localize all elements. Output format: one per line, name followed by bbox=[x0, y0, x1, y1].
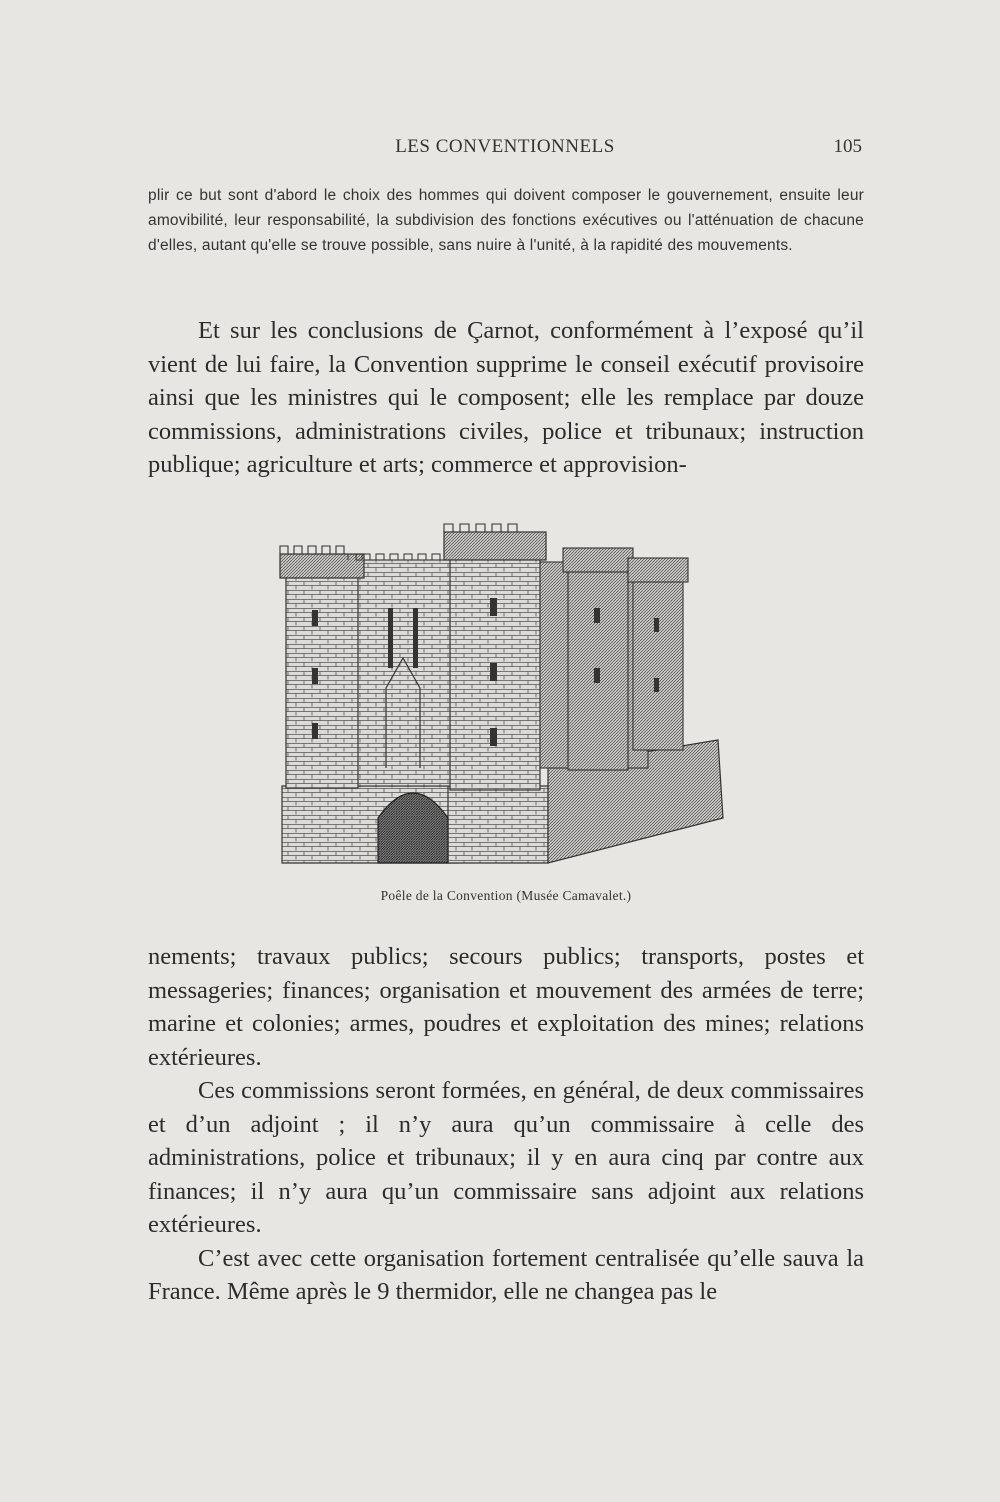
body-text-bottom bbox=[148, 940, 864, 1309]
tower-back-1 bbox=[563, 548, 633, 770]
paragraph: nements; travaux publics; secours publics; transports, postes et messageries; finances; organisation et mouvement des armées de terre; marine et colonies; armes, poudres et exploitation des mines; relations extérieures. bbox=[148, 943, 864, 1071]
running-head: LES CONVENTIONNELS bbox=[395, 136, 615, 157]
body-text-top bbox=[148, 314, 864, 482]
tower-center bbox=[444, 532, 546, 790]
figure-caption: Poêle de la Convention (Musée Camavalet.) bbox=[380, 888, 632, 903]
paragraph: Et sur les conclusions de Çarnot, conformément à l’exposé qu’il vient de lui faire, la Convention supprime le conseil exécutif provisoire ainsi que les ministres qui le composent; elle les remplace par douze commissions, administrations civiles, police et tribunaux; instruction publique; agriculture et arts; commerce et approvision- bbox=[148, 317, 864, 478]
quoted-passage: plir ce but sont d'abord le choix des hommes qui doivent composer le gouvernement, ensuite leur amovibilité, leur responsabilité, la subdivision des fonctions exécutives ou l'atténuation de chacune d'elles, autant qu'elle se trouve possible, sans nuire à l'unité, à la rapidité des mouvements. bbox=[148, 187, 864, 254]
tower-right bbox=[628, 558, 688, 750]
page-header bbox=[148, 136, 862, 166]
paragraph: C’est avec cette organisation fortement centralisée qu’elle sauva la France. Même après le 9 thermidor, elle ne changea pas le bbox=[148, 1244, 864, 1305]
page-number: 105 bbox=[833, 136, 862, 157]
tower-left bbox=[280, 554, 364, 788]
fortress-engraving bbox=[268, 518, 738, 878]
paragraph: Ces commissions seront formées, en général, de deux commissaires et d’un adjoint ; il n’y aura qu’un commissaire à celle des administrations, police et tribunaux; il y en aura cinq par contre aux finances; il n’y aura qu’un commissaire sans adjoint aux relations extérieures. bbox=[148, 1077, 864, 1238]
figure-illustration bbox=[268, 518, 738, 878]
